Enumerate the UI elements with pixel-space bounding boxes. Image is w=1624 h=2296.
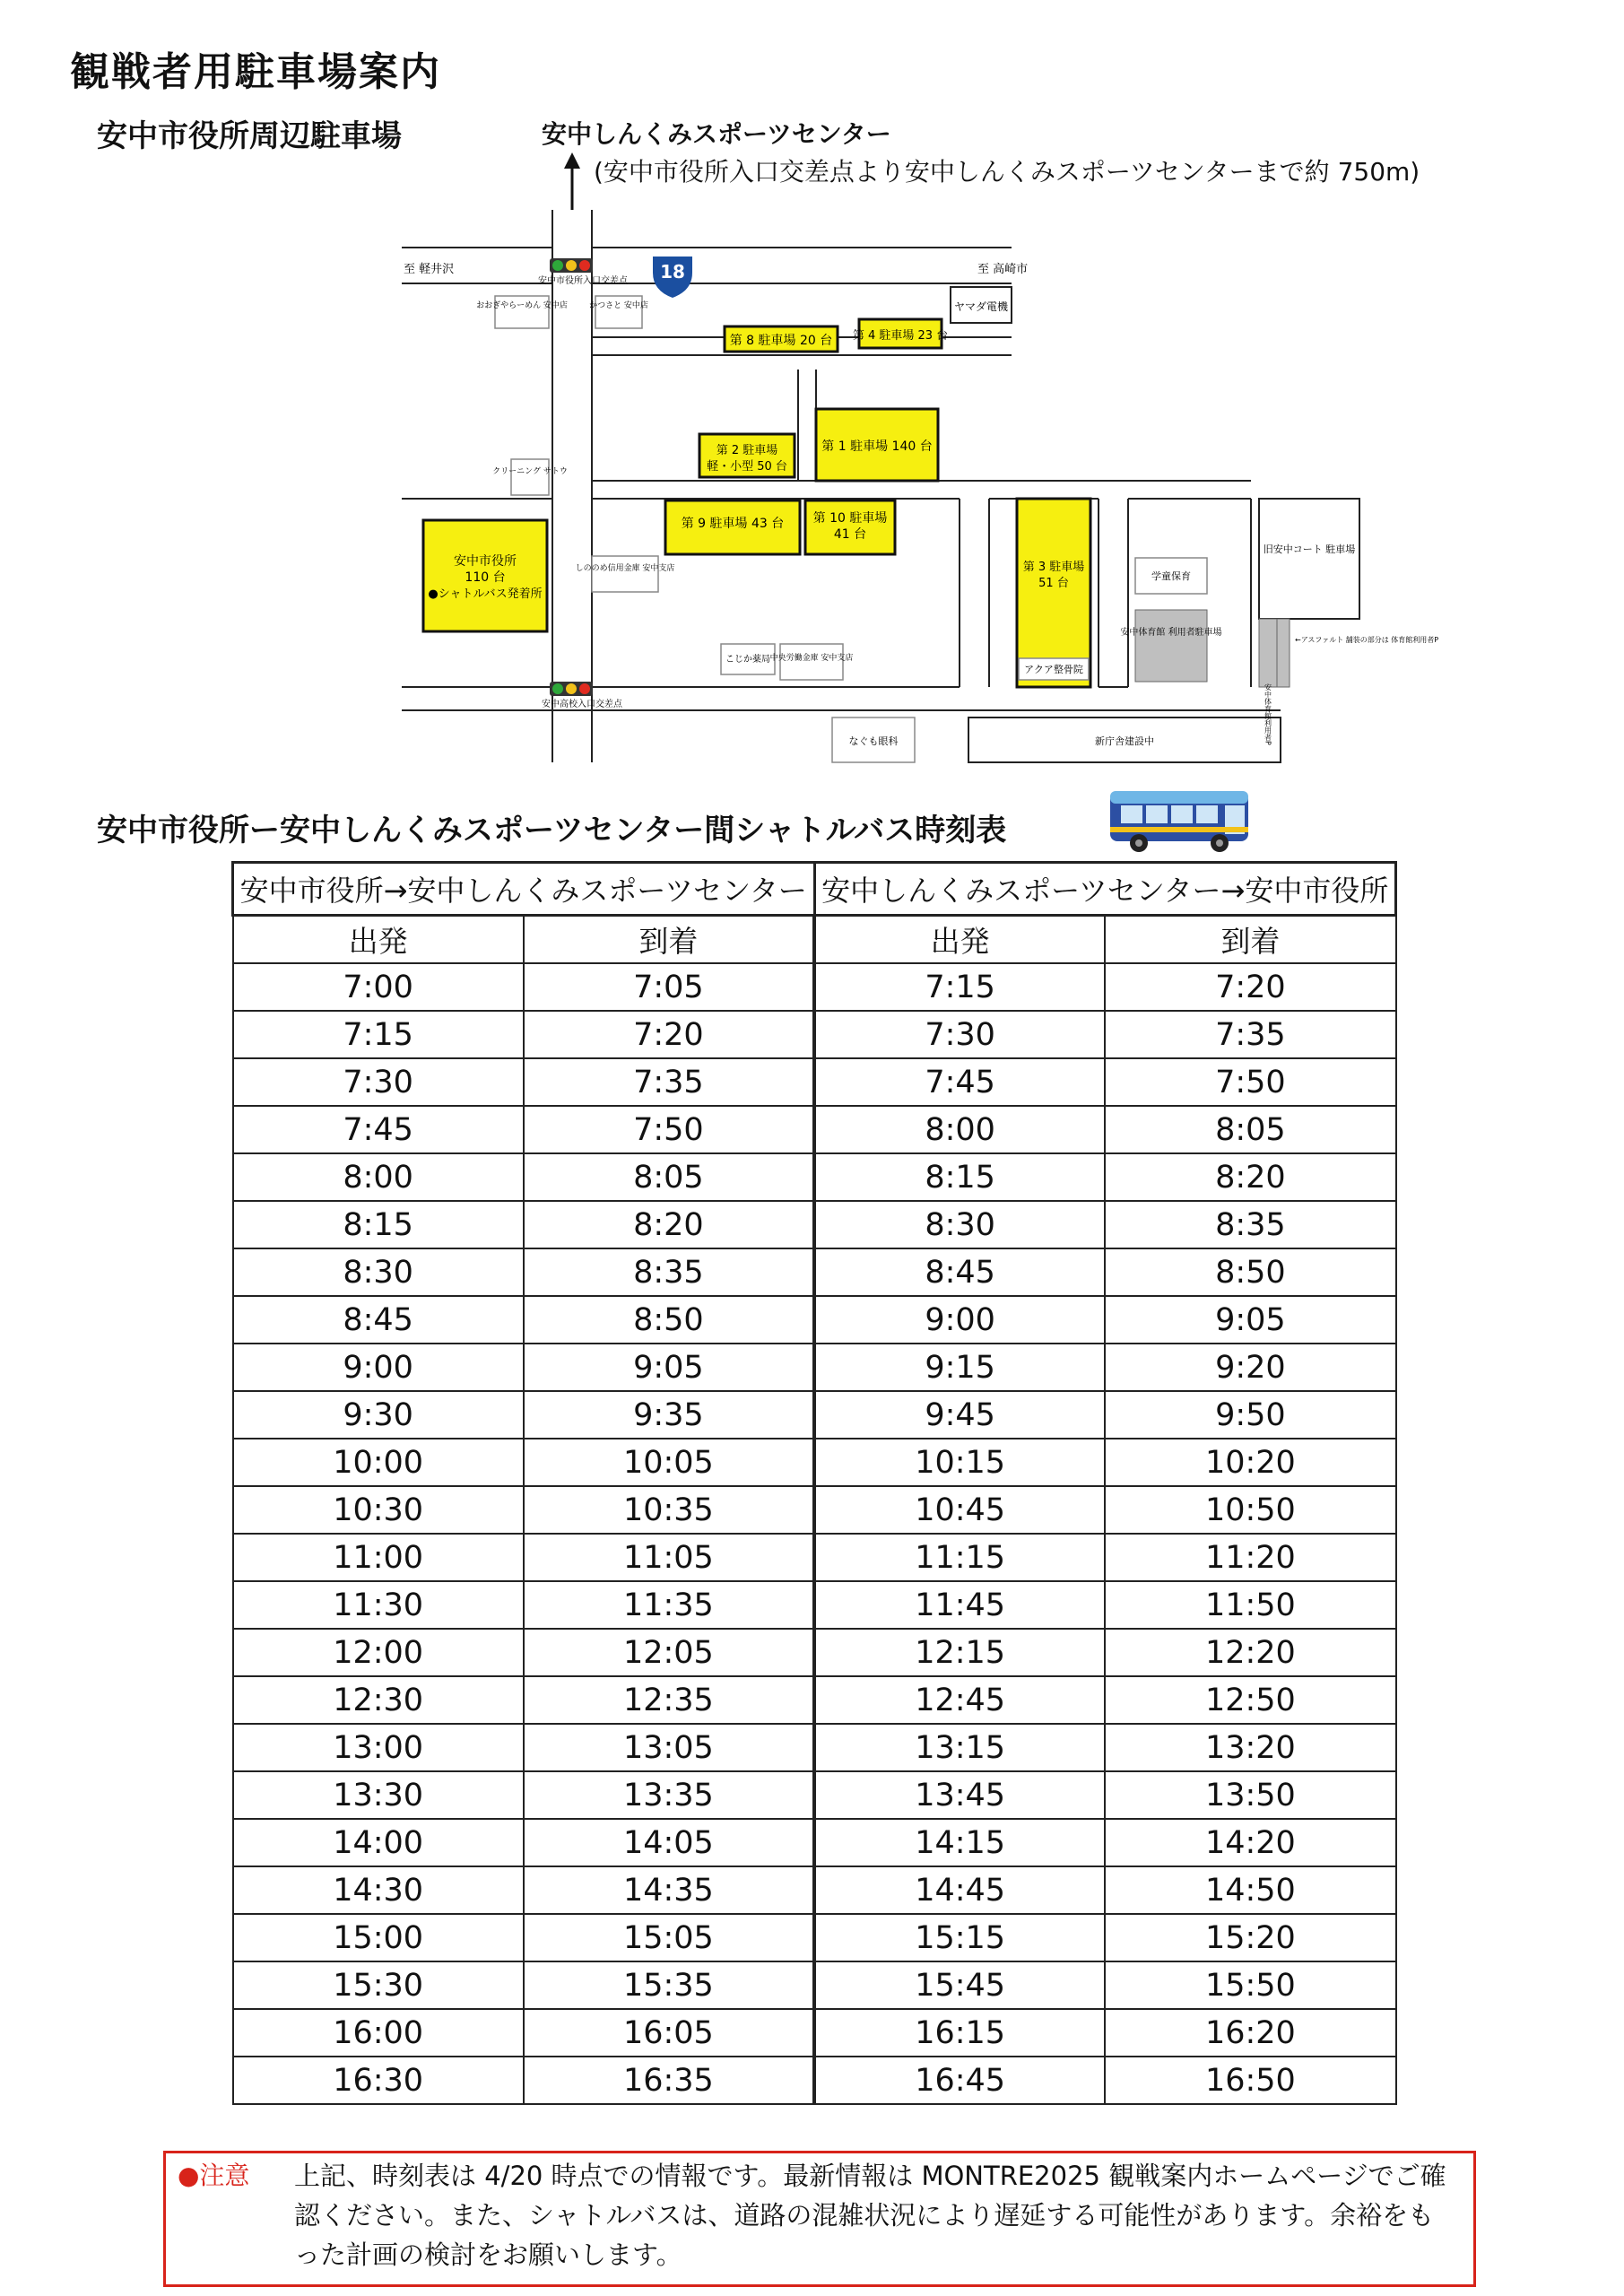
destination-note: (安中市役所入口交差点より安中しんくみスポーツセンターまで約 750m) <box>594 157 1420 187</box>
depart-header: 出発 <box>233 916 524 964</box>
depart-time-2: 16:45 <box>814 2057 1105 2104</box>
parking-2-line1: 第 2 駐車場 <box>716 444 778 457</box>
depart-time-1: 7:15 <box>233 1011 524 1058</box>
depart-time-1: 8:00 <box>233 1153 524 1201</box>
arrive-time-2: 8:20 <box>1105 1153 1395 1201</box>
depart-time-2: 7:15 <box>814 963 1105 1011</box>
depart-time-1: 9:30 <box>233 1391 524 1439</box>
depart-time-2: 11:15 <box>814 1534 1105 1581</box>
depart-time-2: 9:00 <box>814 1296 1105 1344</box>
city-hall-line3: ●シャトルバス発着所 <box>428 587 543 601</box>
table-row <box>233 1486 1396 1534</box>
depart-time-2: 16:15 <box>814 2009 1105 2057</box>
arrive-time-2: 14:50 <box>1105 1866 1395 1914</box>
old-court-label: 旧安中コート 駐車場 <box>1263 544 1356 555</box>
table-row <box>233 1914 1396 1961</box>
table-row <box>233 1058 1396 1106</box>
direction-1-header: 安中市役所→安中しんくみスポーツセンター <box>233 863 815 916</box>
arrive-time-2: 11:50 <box>1105 1581 1395 1629</box>
svg-text:18: 18 <box>660 261 685 283</box>
depart-time-1: 7:00 <box>233 963 524 1011</box>
depart-time-1: 10:30 <box>233 1486 524 1534</box>
depart-time-1: 7:30 <box>233 1058 524 1106</box>
parking-10-line2: 41 台 <box>833 527 867 542</box>
arrive-time-1: 14:35 <box>524 1866 814 1914</box>
arrive-time-1: 9:35 <box>524 1391 814 1439</box>
depart-time-2: 9:15 <box>814 1344 1105 1391</box>
depart-time-1: 13:00 <box>233 1724 524 1771</box>
depart-time-1: 8:30 <box>233 1248 524 1296</box>
depart-time-1: 13:30 <box>233 1771 524 1819</box>
table-row <box>233 1439 1396 1486</box>
ramen-label: おおぎやらーめん 安中店 <box>476 301 568 310</box>
table-row <box>233 1011 1396 1058</box>
arrive-time-1: 7:35 <box>524 1058 814 1106</box>
table-row <box>233 1344 1396 1391</box>
katsusato-label: かつさと 安中店 <box>589 301 648 310</box>
city-hall-line1: 安中市役所 <box>454 554 517 569</box>
arrive-time-2: 7:20 <box>1105 963 1395 1011</box>
depart-time-1: 16:00 <box>233 2009 524 2057</box>
table-row <box>233 1391 1396 1439</box>
arrive-time-1: 7:50 <box>524 1106 814 1153</box>
table-row <box>233 2057 1396 2104</box>
arrive-time-1: 8:50 <box>524 1296 814 1344</box>
shuttle-bus-icon <box>1105 784 1257 856</box>
yamada-label: ヤマダ電機 <box>953 300 1009 313</box>
table-row <box>233 1201 1396 1248</box>
arrive-time-1: 12:05 <box>524 1629 814 1676</box>
parking-9-label: 第 9 駐車場 43 台 <box>681 517 785 531</box>
arrive-time-1: 8:35 <box>524 1248 814 1296</box>
arrive-time-1: 10:35 <box>524 1486 814 1534</box>
depart-time-2: 7:45 <box>814 1058 1105 1106</box>
table-row <box>233 1629 1396 1676</box>
arrive-time-2: 13:50 <box>1105 1771 1395 1819</box>
arrive-time-2: 8:05 <box>1105 1106 1395 1153</box>
arrive-time-2: 8:50 <box>1105 1248 1395 1296</box>
notice-heading: ●注意 <box>178 2161 250 2190</box>
table-row <box>233 1724 1396 1771</box>
parking-lots <box>423 319 1090 687</box>
timetable-title: 安中市役所ー安中しんくみスポーツセンター間シャトルバス時刻表 <box>97 813 1007 848</box>
gakudo-label: 学童保育 <box>1151 570 1191 582</box>
table-row <box>233 2009 1396 2057</box>
intersection-south-label: 安中高校入口交差点 <box>542 700 622 709</box>
direction-2-header: 安中しんくみスポーツセンター→安中市役所 <box>814 863 1396 916</box>
parking-10-line1: 第 10 駐車場 <box>812 511 888 526</box>
table-row <box>233 963 1396 1011</box>
depart-time-2: 15:45 <box>814 1961 1105 2009</box>
arrive-time-1: 16:05 <box>524 2009 814 2057</box>
aqua-label: アクア整骨院 <box>1024 664 1083 675</box>
depart-time-2: 11:45 <box>814 1581 1105 1629</box>
arrive-time-1: 15:05 <box>524 1914 814 1961</box>
timetable-body <box>233 916 1396 2105</box>
parking-1-label: 第 1 駐車場 140 台 <box>821 439 933 454</box>
table-row <box>233 1771 1396 1819</box>
intersection-north-label: 安中市役所入口交差点 <box>538 276 628 286</box>
depart-time-2: 8:30 <box>814 1201 1105 1248</box>
arrive-time-2: 10:20 <box>1105 1439 1395 1486</box>
parking-4-label: 第 4 駐車場 23 台 <box>852 329 949 343</box>
table-row <box>233 1581 1396 1629</box>
arrive-time-2: 9:20 <box>1105 1344 1395 1391</box>
depart-time-2: 13:15 <box>814 1724 1105 1771</box>
depart-time-2: 7:30 <box>814 1011 1105 1058</box>
table-row <box>233 1961 1396 2009</box>
depart-time-1: 11:30 <box>233 1581 524 1629</box>
depart-time-1: 12:00 <box>233 1629 524 1676</box>
chuo-bank-label: 中央労働金庫 安中支店 <box>769 654 854 663</box>
depart-time-2: 8:15 <box>814 1153 1105 1201</box>
traffic-light-north-icon <box>550 258 593 273</box>
depart-time-1: 16:30 <box>233 2057 524 2104</box>
destination-label: 安中しんくみスポーツセンター <box>542 119 891 149</box>
arrive-time-2: 8:35 <box>1105 1201 1395 1248</box>
depart-time-2: 10:15 <box>814 1439 1105 1486</box>
arrive-time-2: 7:35 <box>1105 1011 1395 1058</box>
arrive-time-1: 14:05 <box>524 1819 814 1866</box>
traffic-light-south-icon <box>550 682 593 696</box>
arrive-time-1: 8:20 <box>524 1201 814 1248</box>
shuttle-timetable <box>231 861 1397 2105</box>
table-row <box>233 1296 1396 1344</box>
arrive-time-1: 16:35 <box>524 2057 814 2104</box>
arrive-time-1: 11:35 <box>524 1581 814 1629</box>
table-row <box>233 1106 1396 1153</box>
arrive-time-2: 7:50 <box>1105 1058 1395 1106</box>
arrive-time-1: 7:20 <box>524 1011 814 1058</box>
arrive-time-2: 16:50 <box>1105 2057 1395 2104</box>
arrive-time-1: 13:05 <box>524 1724 814 1771</box>
arrive-time-1: 9:05 <box>524 1344 814 1391</box>
depart-time-2: 8:45 <box>814 1248 1105 1296</box>
depart-header: 出発 <box>814 916 1105 964</box>
arrive-time-2: 13:20 <box>1105 1724 1395 1771</box>
arrive-header: 到着 <box>1105 916 1395 964</box>
shinonome-label: しののめ信用金庫 安中支店 <box>575 564 675 573</box>
depart-time-2: 12:45 <box>814 1676 1105 1724</box>
parking-map <box>0 0 1624 780</box>
page-title: 観戦者用駐車場案内 <box>70 49 441 95</box>
depart-time-1: 8:45 <box>233 1296 524 1344</box>
to-karuizawa-label: 至 軽井沢 <box>404 263 455 276</box>
arrive-time-1: 8:05 <box>524 1153 814 1201</box>
depart-time-2: 9:45 <box>814 1391 1105 1439</box>
depart-time-1: 9:00 <box>233 1344 524 1391</box>
depart-time-2: 12:15 <box>814 1629 1105 1676</box>
asphalt-note: ←アスファルト 舗装の部分は 体育館利用者P <box>1295 636 1439 644</box>
gym-parking-label: 安中体育館 利用者駐車場 <box>1120 628 1222 638</box>
notice-text: 上記、時刻表は 4/20 時点での情報です。最新情報は MONTRE2025 観戦案内ホームページでご確認ください。また、シャトルバスは、道路の混雑状況により遅延する可能性があります。余裕をもった計画の検討をお願いします。 <box>294 2161 1446 2270</box>
city-hall-line2: 110 台 <box>465 570 506 585</box>
depart-time-2: 8:00 <box>814 1106 1105 1153</box>
arrive-time-1: 11:05 <box>524 1534 814 1581</box>
map-subtitle: 安中市役所周辺駐車場 <box>97 118 402 154</box>
arrive-time-1: 10:05 <box>524 1439 814 1486</box>
table-row <box>233 1866 1396 1914</box>
arrive-time-2: 10:50 <box>1105 1486 1395 1534</box>
arrive-time-2: 11:20 <box>1105 1534 1395 1581</box>
parking-8-label: 第 8 駐車場 20 台 <box>729 334 833 348</box>
new-office-label: 新庁舎建設中 <box>1095 735 1154 747</box>
nagumo-label: なぐも眼科 <box>848 735 899 747</box>
depart-time-1: 14:30 <box>233 1866 524 1914</box>
gym-user-parking-label: 安中体育館利用者P <box>1264 683 1272 745</box>
cleaning-label: クリーニング サトウ <box>492 467 568 476</box>
table-row <box>233 1153 1396 1201</box>
parking-2-line2: 軽・小型 50 台 <box>707 460 787 474</box>
arrive-time-1: 13:35 <box>524 1771 814 1819</box>
depart-time-1: 12:30 <box>233 1676 524 1724</box>
depart-time-2: 13:45 <box>814 1771 1105 1819</box>
arrive-time-2: 15:20 <box>1105 1914 1395 1961</box>
table-row <box>233 1676 1396 1724</box>
to-takasaki-label: 至 高崎市 <box>977 263 1029 276</box>
depart-time-1: 15:30 <box>233 1961 524 2009</box>
depart-time-1: 8:15 <box>233 1201 524 1248</box>
arrive-time-2: 16:20 <box>1105 2009 1395 2057</box>
depart-time-1: 7:45 <box>233 1106 524 1153</box>
depart-time-2: 14:45 <box>814 1866 1105 1914</box>
arrive-time-1: 15:35 <box>524 1961 814 2009</box>
arrive-time-2: 9:05 <box>1105 1296 1395 1344</box>
arrive-time-2: 9:50 <box>1105 1391 1395 1439</box>
table-row <box>233 1248 1396 1296</box>
arrive-time-1: 7:05 <box>524 963 814 1011</box>
arrive-header: 到着 <box>524 916 814 964</box>
depart-time-1: 14:00 <box>233 1819 524 1866</box>
arrive-time-1: 12:35 <box>524 1676 814 1724</box>
arrive-time-2: 15:50 <box>1105 1961 1395 2009</box>
depart-time-2: 15:15 <box>814 1914 1105 1961</box>
parking-3-line1: 第 3 駐車場 <box>1022 561 1085 574</box>
table-row <box>233 1819 1396 1866</box>
depart-time-1: 15:00 <box>233 1914 524 1961</box>
arrive-time-2: 12:20 <box>1105 1629 1395 1676</box>
depart-time-2: 14:15 <box>814 1819 1105 1866</box>
arrive-time-2: 14:20 <box>1105 1819 1395 1866</box>
depart-time-2: 10:45 <box>814 1486 1105 1534</box>
route-18-badge-icon <box>653 257 692 298</box>
table-row <box>233 1534 1396 1581</box>
arrive-time-2: 12:50 <box>1105 1676 1395 1724</box>
kojika-label: こじか薬局 <box>725 655 770 665</box>
parking-3-line2: 51 台 <box>1038 577 1069 590</box>
depart-time-1: 10:00 <box>233 1439 524 1486</box>
depart-time-1: 11:00 <box>233 1534 524 1581</box>
